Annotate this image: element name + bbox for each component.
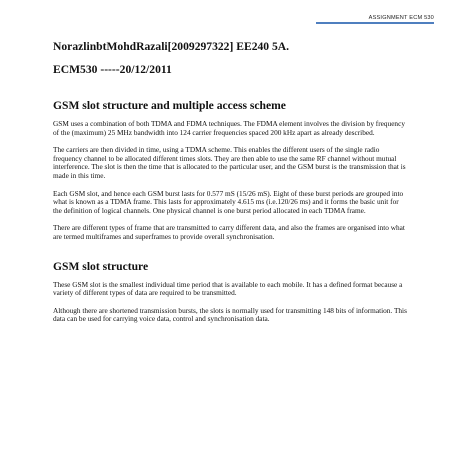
author-line: NorazlinbtMohdRazali[2009297322] EE240 5A.: [53, 40, 290, 53]
paragraph: Each GSM slot, and hence each GSM burst lasts for 0.577 mS (15/26 mS). Eight of these burst periods are grouped into what is known as a TDMA frame. This lasts for approximately 4.615 ms (i.e.120/26 ms) and it forms the basic unit for the definition of logical channels. One physical channel is one burst period allocated in each TDMA frame.: [53, 188, 404, 215]
paragraph: Although there are shortened transmission bursts, the slots is normally used for transmitting 148 bits of information. This data can be used for carrying voice data, control and synchronisation data.: [53, 305, 407, 324]
document-body: [53, 40, 408, 324]
paragraph: The carriers are then divided in time, using a TDMA scheme. This enables the different users of the single radio frequency channel to be allocated different times slots. They are then able to use the same RF channel without mutual interference. The slot is then the time that is allocated to the particular user, and the GSM burst is the transmission that is made in this time.: [53, 145, 406, 180]
section-heading-multiple-access: GSM slot structure and multiple access scheme: [53, 99, 286, 112]
paragraph: These GSM slot is the smallest individual time period that is available to each mobile. It has a defined format because a variety of different types of data are required to be transmitted.: [53, 279, 403, 298]
paragraph: There are different types of frame that are transmitted to carry different data, and also the frames are organised into what are termed multiframes and superframes to provide overall synchronisation.: [53, 223, 405, 241]
course-date-line: ECM530 -----20/12/2011: [53, 63, 172, 76]
running-header: [316, 15, 434, 24]
section-heading-slot-structure: GSM slot structure: [53, 259, 149, 273]
paragraph: GSM uses a combination of both TDMA and FDMA techniques. The FDMA element involves the division by frequency of the (maximum) 25 MHz bandwidth into 124 carrier frequencies spaced 200 kHz apart as already described.: [53, 119, 405, 137]
running-header-title: ASSIGNMENT ECM 530: [368, 15, 434, 21]
